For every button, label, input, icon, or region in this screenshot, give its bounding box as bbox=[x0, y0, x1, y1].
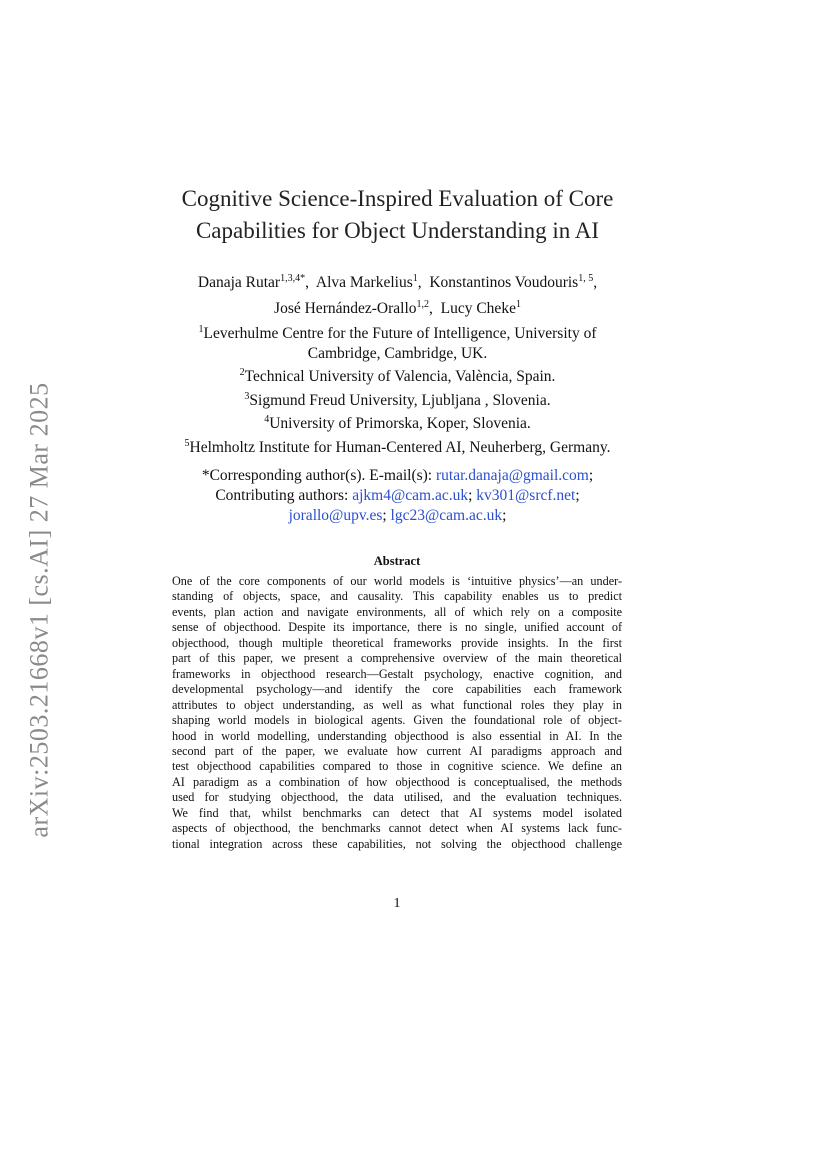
abstract-heading: Abstract bbox=[373, 554, 421, 568]
abstract-line: hood in world modelling, understanding objecthood is also essential in AI. In the bbox=[172, 728, 622, 743]
abstract-line: One of the core components of our world models is ‘intuitive physics’—an under- bbox=[172, 574, 622, 588]
affiliation-marker: 2 bbox=[239, 367, 245, 379]
affiliation-text: Sigmund Freud University, Ljubljana , Slovenia. bbox=[249, 391, 551, 409]
email-link[interactable]: jorallo@upv.es bbox=[288, 507, 383, 524]
abstract-line: sense of objecthood. Despite its importance, there is no single, unified account of bbox=[172, 620, 622, 635]
abstract-line: standing of objects, space, and causality. This capability enables us to predict bbox=[172, 589, 622, 604]
corresponding-label: *Corresponding author(s). E-mail(s): bbox=[201, 467, 433, 484]
affiliation-text: University of Primorska, Koper, Slovenia. bbox=[269, 415, 531, 433]
abstract-line: shaping world models in biological agents. Given the foundational role of object- bbox=[172, 713, 622, 728]
affiliation-item bbox=[120, 434, 675, 458]
affiliation-marker: 3 bbox=[244, 390, 250, 402]
contributing-line-2 bbox=[120, 506, 675, 526]
author-affil-marker: 1 bbox=[515, 299, 521, 311]
affiliation-item bbox=[120, 410, 675, 434]
affiliation-item bbox=[120, 387, 675, 411]
author-name: Lucy Cheke bbox=[440, 300, 516, 318]
title-line-2: Capabilities for Object Understanding in AI bbox=[195, 218, 600, 243]
abstract-line: tional integration across these capabilities, not solving the objecthood challenge bbox=[172, 836, 622, 851]
affiliation-item bbox=[120, 363, 675, 387]
abstract-line: We find that, whilst benchmarks can detect that AI systems model isolated bbox=[172, 805, 622, 820]
separator: ; bbox=[382, 507, 387, 524]
separator: ; bbox=[575, 487, 580, 504]
abstract-line: second part of the paper, we evaluate how current AI paradigms approach and bbox=[172, 743, 622, 758]
page-number: 1 bbox=[393, 896, 401, 911]
abstract-line: AI paradigm as a combination of how objecthood is conceptualised, the methods bbox=[172, 774, 622, 789]
arxiv-id-text: arXiv:2503.21668v1 [cs.AI] 27 Mar 2025 bbox=[25, 382, 54, 838]
affiliation-marker: 4 bbox=[264, 414, 270, 426]
author-name: José Hernández-Orallo bbox=[274, 300, 417, 318]
affiliation-item bbox=[120, 320, 675, 344]
author-name: Danaja Rutar bbox=[197, 274, 281, 292]
corresponding-line bbox=[120, 466, 675, 486]
author-name: Alva Markelius bbox=[315, 274, 413, 292]
contact-block bbox=[120, 466, 675, 526]
affiliation-text: Helmholtz Institute for Human-Centered AI, Neuherberg, Germany. bbox=[189, 439, 611, 457]
email-link[interactable]: kv301@srcf.net bbox=[476, 487, 576, 504]
email-link[interactable]: lgc23@cam.ac.uk bbox=[390, 507, 503, 524]
author-line-1: Danaja Rutar$^{1,3,4*}$, Alva Markelius$^1$, Konstantinos Voudouris$^{1, 5}$, bbox=[197, 273, 598, 292]
affiliation-item-continued: Cambridge, Cambridge, UK. bbox=[307, 344, 488, 362]
author-affil-marker: 1,2 bbox=[416, 299, 429, 311]
abstract-line: objecthood, though multiple theoretical frameworks provide insights. In the first bbox=[172, 635, 622, 650]
contributing-line bbox=[120, 486, 675, 506]
title-line-1: Cognitive Science-Inspired Evaluation of Core bbox=[181, 186, 614, 211]
abstract-line: frameworks in objecthood research—Gestalt psychology, enactive cognition, and bbox=[172, 666, 622, 681]
abstract-line: part of this paper, we present a comprehensive overview of the main theoretical bbox=[172, 651, 622, 666]
email-link[interactable]: ajkm4@cam.ac.uk bbox=[352, 487, 469, 504]
contributing-label: Contributing authors: bbox=[215, 487, 349, 504]
arxiv-stamp bbox=[20, 365, 60, 855]
abstract-line: aspects of objecthood, the benchmarks cannot detect when AI systems lack func- bbox=[172, 821, 622, 836]
author-line-2: José Hernández-Orallo$^{1,2}$, Lucy Cheke$^1$ bbox=[274, 299, 521, 318]
affiliation-list bbox=[120, 320, 675, 458]
abstract-line: attributes to object understanding, as well as what functional roles they play in bbox=[172, 697, 622, 712]
abstract-body bbox=[172, 574, 622, 852]
separator: ; bbox=[502, 507, 507, 524]
affiliation-text: Leverhulme Centre for the Future of Intelligence, University of bbox=[203, 325, 597, 343]
separator: ; bbox=[468, 487, 473, 504]
author-name: Konstantinos Voudouris bbox=[429, 274, 579, 292]
abstract-line: used for studying objecthood, the data utilised, and the evaluation techniques. bbox=[172, 790, 622, 805]
author-affil-marker: 1, 5 bbox=[578, 273, 594, 284]
author-affil-marker: 1 bbox=[412, 273, 418, 284]
abstract-line: events, plan action and navigate environments, all of which rely on a composite bbox=[172, 604, 622, 619]
author-affil-marker: 1,3,4* bbox=[280, 273, 306, 284]
affiliation-marker: 1 bbox=[198, 324, 204, 335]
author-list bbox=[120, 268, 675, 320]
affiliation-text: Technical University of Valencia, València, Spain. bbox=[244, 368, 556, 386]
paper-title bbox=[120, 183, 675, 247]
affiliation-marker: 5 bbox=[184, 438, 190, 450]
separator: ; bbox=[588, 467, 594, 484]
abstract-line: developmental psychology—and identify the core capabilities each framework bbox=[172, 682, 622, 697]
email-link[interactable]: rutar.danaja@gmail.com bbox=[436, 467, 589, 484]
abstract-line: test objecthood capabilities compared to those in cognitive science. We define an bbox=[172, 759, 622, 774]
